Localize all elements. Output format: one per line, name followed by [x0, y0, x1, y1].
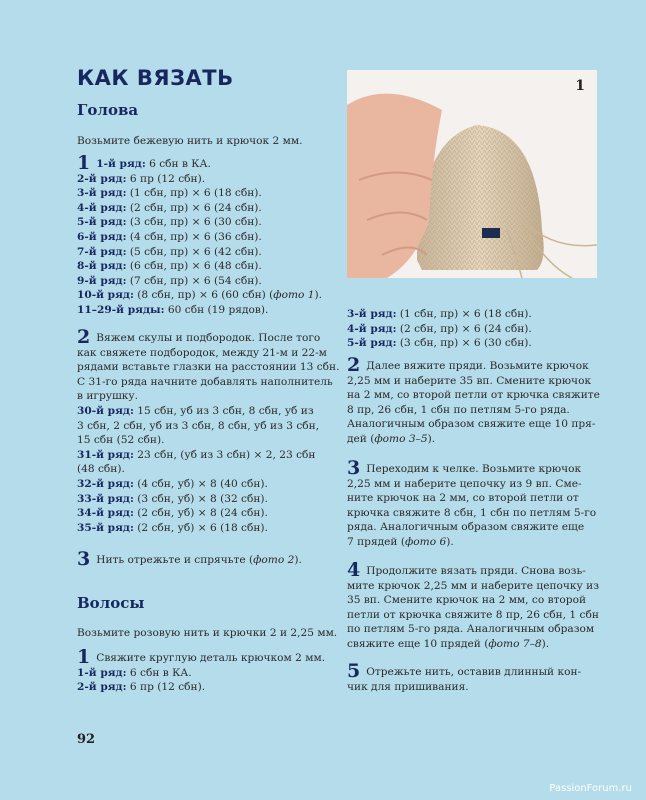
text-line-content: Отрежьте нить, оставив длинный кон- [366, 666, 582, 678]
text-line [77, 346, 347, 361]
hair-step-3 [347, 457, 607, 550]
row-label: 4-й ряд: [77, 201, 127, 214]
text-line-content: Нить отрежьте и спрячьте ( [96, 554, 254, 566]
row-text: (7 сбн, пр) × 6 (54 сбн). [126, 274, 262, 287]
row-line [77, 506, 347, 521]
row-text: 23 сбн, (уб из 3 сбн) × 2, 23 сбн [133, 448, 316, 461]
page-number: 92 [77, 732, 96, 747]
row-text: (2 сбн, пр) × 6 (24 сбн). [126, 201, 262, 214]
row-label: 11–29-й ряды: [77, 303, 165, 316]
row-line [77, 303, 322, 318]
text-line [347, 417, 607, 432]
row-line [347, 336, 532, 351]
hair-step-2 [347, 354, 607, 447]
row-text: (48 сбн). [77, 463, 125, 476]
text-line-content: петли от крючка свяжите 8 пр, 26 сбн, 1 сбн [347, 608, 599, 621]
step-number: 2 [347, 354, 361, 376]
photo-ref: фото 2 [253, 554, 295, 566]
row-line [77, 680, 325, 695]
text-line-content: на 2 мм, со второй петли от крючка свяжите [347, 389, 600, 402]
row-text: (2 сбн, уб) × 8 (24 сбн). [133, 507, 268, 520]
step-number: 2 [77, 326, 91, 348]
text-line-content: Далее вяжите пряди. Возьмите крючок [366, 360, 589, 372]
row-line [77, 462, 347, 477]
row-label: 33-й ряд: [77, 492, 134, 505]
row-text: 6 пр (12 сбн). [126, 172, 206, 185]
text-line [347, 374, 607, 389]
page-title: КАК ВЯЗАТЬ [77, 66, 234, 90]
text-line [347, 608, 607, 623]
hair-step-1 [77, 646, 326, 695]
row-text: (3 сбн, пр) × 6 (30 сбн). [396, 337, 532, 350]
hair-step-1-rows [347, 307, 532, 351]
step-number: 5 [347, 660, 361, 682]
text-line-content: Продолжите вязать пряди. Снова возь- [366, 565, 586, 577]
photo-1 [347, 70, 597, 278]
photo-ref: фото 7–8 [488, 637, 542, 650]
head-step-2 [77, 326, 347, 535]
text-line [347, 491, 607, 506]
text-line [347, 637, 607, 652]
row-line [77, 492, 347, 507]
text-line-content: в игрушку. [77, 390, 139, 403]
text-line-content: С 31-го ряда начните добавлять наполнитель [77, 375, 333, 388]
text-line [347, 457, 607, 479]
row-text: (4 сбн, уб) × 8 (40 сбн). [133, 477, 268, 490]
row-text-after: ). [314, 289, 323, 302]
text-line [347, 403, 607, 418]
text-line [347, 559, 607, 581]
text-line-after: ). [446, 535, 454, 548]
section-heading-head: Голова [77, 101, 139, 119]
row-label: 10-й ряд: [77, 289, 134, 302]
row-label: 5-й ряд: [77, 216, 127, 229]
row-text: 15 сбн (52 сбн). [77, 434, 165, 447]
row-text: (2 сбн, пр) × 6 (24 сбн). [396, 322, 532, 335]
text-line-after: ). [294, 554, 302, 566]
row-label: 4-й ряд: [347, 322, 397, 335]
watermark: PassionForum.ru [549, 783, 632, 794]
row-line [347, 307, 532, 322]
text-line-content: 2,25 мм и наберите цепочку из 9 вп. Сме- [347, 477, 582, 490]
photo-ref: фото 6 [405, 535, 447, 548]
row-line [77, 288, 322, 303]
hair-intro: Возьмите розовую нить и крючки 2 и 2,25 мм. [77, 627, 338, 639]
row-text: 60 сбн (19 рядов). [164, 303, 269, 316]
text-line-content: дей ( [347, 432, 375, 445]
row-label: 9-й ряд: [77, 274, 127, 287]
row-label: 30-й ряд: [77, 404, 134, 417]
hair-step-5 [347, 660, 607, 694]
text-line [347, 680, 607, 695]
row-line [77, 172, 322, 187]
text-line-content: ните крючок на 2 мм, со второй петли от [347, 492, 579, 505]
row-line [77, 666, 325, 681]
text-line [77, 326, 347, 348]
step-number: 3 [347, 457, 361, 479]
row-line [77, 521, 347, 536]
text-line-after: ). [427, 432, 436, 445]
row-label: 8-й ряд: [77, 260, 127, 273]
text-line [347, 622, 607, 637]
head-intro: Возьмите бежевую нить и крючок 2 мм. [77, 135, 303, 147]
text-line-content: Переходим к челке. Возьмите крючок [366, 463, 582, 475]
text-line [347, 593, 607, 608]
text-line-after: ). [541, 637, 550, 650]
row-label: 1-й ряд: [77, 666, 127, 679]
row-label: 34-й ряд: [77, 507, 134, 520]
row-line [77, 186, 322, 201]
text-line-content: Свяжите круглую деталь крючком 2 мм. [96, 652, 326, 664]
row-text: 15 сбн, уб из 3 сбн, 8 сбн, уб из [133, 404, 314, 417]
step-number: 3 [77, 548, 91, 570]
row-text: (8 сбн, пр) × 6 (60 сбн) ( [133, 289, 274, 302]
row-line [77, 152, 322, 174]
row-text: (1 сбн, пр) × 6 (18 сбн). [396, 308, 532, 320]
row-label: 3-й ряд: [77, 187, 127, 200]
text-line [347, 535, 607, 550]
row-line [77, 404, 347, 419]
text-line-content: свяжите еще 10 прядей ( [347, 637, 489, 650]
row-text: (4 сбн, пр) × 6 (36 сбн). [126, 230, 262, 243]
row-label: 1-й ряд: [96, 158, 146, 170]
text-line [347, 520, 607, 535]
text-line-content: как свяжете подбородок, между 21-м и 22-м [77, 346, 327, 359]
photo-ref: фото 1 [273, 289, 315, 302]
photo-number: 1 [575, 78, 585, 94]
text-line-content: рядами вставьте глазки на расстоянии 13 сбн. [77, 361, 340, 374]
text-line-content: ряда. Аналогичным образом свяжите еще [347, 521, 585, 534]
row-label: 32-й ряд: [77, 477, 134, 490]
head-step-3 [77, 548, 302, 570]
row-label: 3-й ряд: [347, 308, 397, 320]
text-line [347, 354, 607, 376]
row-text: (3 сбн, уб) × 8 (32 сбн). [133, 492, 268, 505]
text-line-content: 7 прядей ( [347, 535, 405, 548]
row-text: 6 пр (12 сбн). [126, 681, 206, 694]
row-line [77, 201, 322, 216]
row-label: 5-й ряд: [347, 337, 397, 350]
row-line [77, 433, 347, 448]
row-label: 2-й ряд: [77, 172, 127, 185]
text-line [347, 579, 607, 594]
row-label: 35-й ряд: [77, 521, 134, 534]
row-text: (3 сбн, пр) × 6 (30 сбн). [126, 216, 262, 229]
text-line [77, 548, 302, 570]
row-text: 6 сбн в КА. [126, 666, 192, 679]
text-line-content: Вяжем скулы и подбородок. После того [96, 332, 321, 344]
text-line-content: 8 пр, 26 сбн, 1 сбн по петлям 5-го ряда. [347, 403, 570, 416]
text-line-content: чик для пришивания. [347, 680, 469, 693]
step-number: 1 [77, 152, 91, 174]
text-line [347, 660, 607, 682]
row-line [77, 477, 347, 492]
text-line-content: 2,25 мм и наберите 35 вп. Смените крючок [347, 374, 592, 387]
text-line [77, 360, 347, 375]
text-line [347, 388, 607, 403]
hair-step-4 [347, 559, 607, 652]
photo-crochet-head-image [347, 70, 597, 278]
text-line-content: Аналогичным образом свяжите еще 10 пря- [347, 418, 596, 431]
row-text: 6 сбн в КА. [145, 158, 211, 170]
row-label: 7-й ряд: [77, 245, 127, 258]
row-line [77, 230, 322, 245]
row-line [77, 274, 322, 289]
text-line [347, 477, 607, 492]
row-label: 2-й ряд: [77, 681, 127, 694]
photo-ref: фото 3–5 [374, 432, 428, 445]
row-text: (5 сбн, пр) × 6 (42 сбн). [126, 245, 262, 258]
text-line [347, 432, 607, 447]
row-line [77, 448, 347, 463]
text-line-content: мите крючок 2,25 мм и наберите цепочку из [347, 579, 599, 592]
text-line [347, 506, 607, 521]
text-line-content: крючка свяжите 8 сбн, 1 сбн по петлям 5-го [347, 506, 597, 519]
text-line [77, 646, 326, 668]
row-label: 31-й ряд: [77, 448, 134, 461]
text-line [77, 375, 347, 390]
row-line [347, 322, 532, 337]
text-line-content: 35 вп. Смените крючок на 2 мм, со второй [347, 594, 587, 607]
row-label: 6-й ряд: [77, 230, 127, 243]
row-line [77, 419, 347, 434]
section-heading-hair: Волосы [77, 594, 145, 612]
head-step-1 [77, 152, 323, 318]
text-line-content: по петлям 5-го ряда. Аналогичным образом [347, 623, 595, 636]
row-text: (1 сбн, пр) × 6 (18 сбн). [126, 187, 262, 200]
row-line [77, 259, 322, 274]
row-text: (2 сбн, уб) × 6 (18 сбн). [133, 521, 268, 534]
row-text: 3 сбн, 2 сбн, уб из 3 сбн, 8 сбн, уб из 3 сбн, [77, 419, 320, 432]
row-text: (6 сбн, пр) × 6 (48 сбн). [126, 260, 262, 273]
step-number: 1 [77, 646, 91, 668]
text-line [77, 389, 347, 404]
step-number: 4 [347, 559, 361, 581]
row-line [77, 215, 322, 230]
row-line [77, 245, 322, 260]
